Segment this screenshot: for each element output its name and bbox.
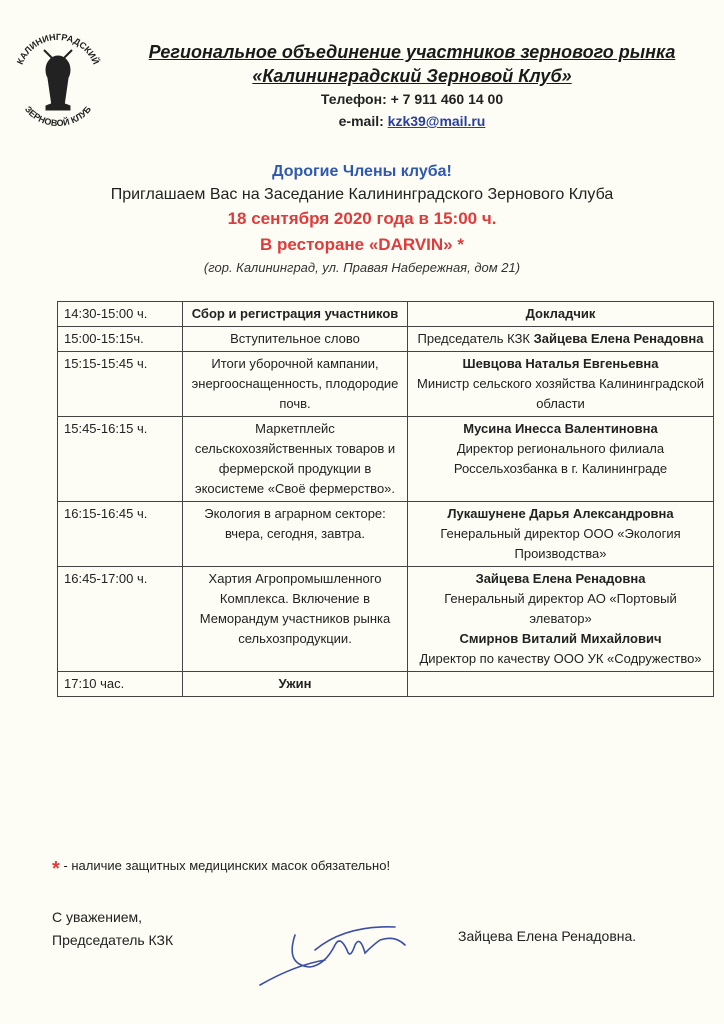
letterhead — [100, 40, 724, 132]
row-topic: Итоги уборочной кампании, энергооснащенность, плодородие почв. — [183, 352, 408, 417]
row-time: 15:15-15:45 ч. — [58, 352, 183, 417]
row-speaker — [408, 327, 714, 352]
row-topic: Ужин — [183, 672, 408, 697]
speaker-title: Министр сельского хозяйства Калининградской области — [417, 376, 704, 411]
table-row — [58, 352, 714, 417]
wheat-sheaf-icon — [44, 50, 72, 110]
venue-address: (гор. Калининград, ул. Правая Набережная, дом 21) — [203, 260, 521, 275]
logo-top-text: КАЛИНИНГРАДСКИЙ — [14, 31, 102, 66]
speaker-name: Зайцева Елена Ренадовна — [533, 331, 704, 346]
footnote-text: - наличие защитных медицинских масок обязательно! — [59, 858, 391, 873]
header-time: 14:30-15:00 ч. — [58, 302, 183, 327]
row-topic: Вступительное слово — [183, 327, 408, 352]
signer-position: Председатель КЗК — [52, 932, 174, 948]
table-row — [58, 672, 714, 697]
meeting-date: 18 сентября 2020 года в 15:00 ч. — [227, 209, 497, 228]
speaker-title: Генеральный директор ООО «Экология Производства» — [440, 526, 681, 561]
logo-bottom-text: ЗЕРНОВОЙ КЛУБ — [22, 104, 94, 128]
invite-text: Приглашаем Вас на Заседание Калининградского Зернового Клуба — [110, 186, 614, 203]
row-topic: Маркетплейс сельскохозяйственных товаров и фермерской продукции в экосистеме «Своё фермерство». — [183, 417, 408, 502]
row-speaker — [408, 672, 714, 697]
club-logo — [8, 28, 108, 128]
email-link[interactable]: kzk39@mail.ru — [387, 113, 486, 129]
sign-block — [52, 906, 173, 952]
row-time: 15:00-15:15ч. — [58, 327, 183, 352]
handwritten-signature-icon — [255, 905, 435, 995]
org-name-line1: Региональное объединение участников зернового рынка — [148, 42, 676, 62]
invitation-block — [0, 160, 724, 278]
row-time: 15:45-16:15 ч. — [58, 417, 183, 502]
table-row — [58, 567, 714, 672]
footnote — [52, 858, 390, 881]
table-row — [58, 327, 714, 352]
speaker-title: Директор регионального филиала Россельхозбанка в г. Калининграде — [453, 441, 668, 476]
speaker-name: Лукашунене Дарья Александровна — [447, 506, 674, 521]
header-speaker: Докладчик — [408, 302, 714, 327]
org-name-line2: «Калининградский Зерновой Клуб» — [252, 66, 572, 86]
email-label: e-mail: — [338, 113, 388, 129]
row-topic: Хартия Агропромышленного Комплекса. Включение в Меморандум участников рынка сельхозпродукции. — [183, 567, 408, 672]
regards: С уважением, — [52, 909, 143, 925]
speaker-name: Шевцова Наталья Евгеньевна — [462, 356, 659, 371]
row-topic: Экология в аграрном секторе: вчера, сегодня, завтра. — [183, 502, 408, 567]
speaker-name: Зайцева Елена Ренадовна — [475, 571, 646, 586]
signer-name: Зайцева Елена Ренадовна. — [458, 928, 637, 944]
speaker-title: Директор по качеству ООО УК «Содружество» — [419, 651, 702, 666]
row-speaker — [408, 352, 714, 417]
header-topic: Сбор и регистрация участников — [183, 302, 408, 327]
table-row — [58, 417, 714, 502]
speaker-title: Председатель КЗК — [417, 331, 534, 346]
row-time: 16:45-17:00 ч. — [58, 567, 183, 672]
speaker-title: Генеральный директор АО «Портовый элеватор» — [444, 591, 677, 626]
greeting: Дорогие Члены клуба! — [272, 163, 452, 180]
phone: Телефон: + 7 911 460 14 00 — [320, 91, 504, 107]
row-speaker — [408, 417, 714, 502]
row-time: 17:10 час. — [58, 672, 183, 697]
schedule-table — [57, 301, 714, 697]
row-speaker — [408, 567, 714, 672]
speaker-name: Мусина Инесса Валентиновна — [463, 421, 658, 436]
row-time: 16:15-16:45 ч. — [58, 502, 183, 567]
meeting-venue: В ресторане «DARVIN» * — [260, 235, 464, 254]
row-speaker — [408, 502, 714, 567]
table-row — [58, 502, 714, 567]
email-line — [100, 110, 724, 132]
footnote-asterisk: * — [52, 858, 60, 880]
speaker-name: Смирнов Виталий Михайлович — [459, 631, 662, 646]
schedule-header-row — [58, 302, 714, 327]
